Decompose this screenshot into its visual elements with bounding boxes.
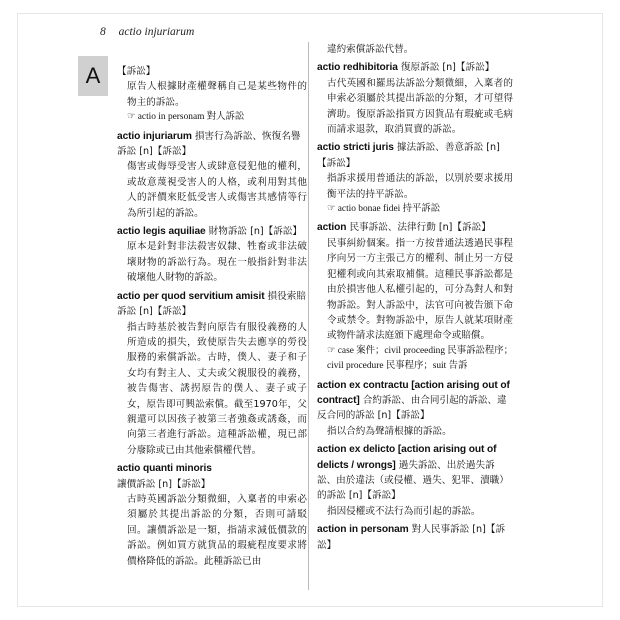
entry-gloss: 合約訴訟、由合同引起的訴訟、違反合同的訴訟 [n]【訴訟】 <box>317 394 507 422</box>
entry-definition: 指古時基於被告對向原告有服役義務的人所造成的損失，致使原告失去應享的勞役服務的索償訴訟。古時，僕人、妻子和子女均有對主人、丈夫或父親服役的義務，被告傷害、誘拐原告的僕人、妻子或子女，原告即可興訟索償。截至1970年，父親還可以因孩子被第三者強姦或誘姦，而向第三者進行訴訟。這種訴訟權，現已部分廢除或已由其他索償權代替。 <box>127 321 307 456</box>
dictionary-entry <box>117 64 307 126</box>
dictionary-entry <box>317 220 513 374</box>
running-head-term: actio injuriarum <box>118 26 195 38</box>
dictionary-entry <box>117 461 307 569</box>
left-column <box>117 64 307 572</box>
dictionary-entry <box>117 224 307 286</box>
page-number: 8 <box>100 26 106 38</box>
entry-definition: 原告人根據財產權聲稱自己是某些物件的物主的訴訟。 <box>127 81 307 108</box>
entry-gloss: 對人民事訴訟 [n]【訴訟】 <box>317 524 506 551</box>
entry-headword: action <box>317 222 347 234</box>
entry-gloss: 【訴訟】 <box>117 66 156 77</box>
dictionary-entry <box>317 42 513 57</box>
see-also-reference: ☞ case 案件；civil proceeding 民事訴訟程序；civil procedure 民事程序；suit 告訴 <box>327 345 513 372</box>
entry-headword: actio legis aquiliae <box>117 226 206 238</box>
right-column <box>317 42 513 556</box>
entry-gloss: 據法訴訟、善意訴訟 [n]【訴訟】 <box>317 142 500 169</box>
dictionary-entry <box>317 60 513 137</box>
entry-headword: actio quanti minoris <box>117 463 212 475</box>
entry-headword: action ex delicto [action arising out of delicts / wrongs] <box>317 444 497 471</box>
entry-definition: 指以合約為聲請根據的訴訟。 <box>327 425 452 437</box>
dictionary-entry <box>117 289 307 458</box>
column-divider <box>308 42 309 590</box>
entry-gloss: 民事訴訟、法律行動 [n]【訴訟】 <box>349 222 491 234</box>
entry-gloss: 損害行為訴訟、恢復名譽訴訟 [n]【訴訟】 <box>117 130 301 158</box>
entry-definition: 民事糾紛個案。指一方按普通法透過民事程序向另一方主張己方的權利、制止另一方侵犯權利或向其索取補償。這種民事訴訟都是由於損害他人私權引起的，可分為對人和對物訴訟。對人訴訟中，法官可向被告頒下命令或禁令。對物訴訟中，原告人就某項財產或物件請求法庭頒下處理命令或賠償。 <box>327 237 513 342</box>
dictionary-entry <box>317 140 513 217</box>
entry-headword: actio per quod servitium amisit <box>117 290 265 302</box>
entry-definition: 違約索償訴訟代替。 <box>327 44 414 55</box>
dictionary-entry <box>317 522 513 553</box>
running-header <box>100 26 194 38</box>
entry-definition: 傷害或侮辱受害人或肆意侵犯他的權利，或故意蔑視受害人的人格，或利用對其他人的評價來貶低受害人或傷害其感情等行為所引起的訴訟。 <box>127 161 307 219</box>
entry-definition: 古代英國和羅馬法訴訟分類微細，入稟者的申索必須屬於其提出訴訟的分類，才可望得濟助。復原訴訟指買方因貨品有瑕疵或毛病而請求退款，取消買賣的訴訟。 <box>327 77 513 136</box>
entry-definition: 指訴求援用普通法的訴訟，以別於要求援用衡平法的持平訴訟。 <box>327 173 513 200</box>
entry-definition: 原本是針對非法殺害奴隸、牲畜或非法破壞財物的訴訟行為。現在一般指針對非法破壞他人財物的訴訟。 <box>127 241 307 284</box>
entry-headword: actio stricti juris <box>317 142 394 154</box>
dictionary-entry <box>317 442 513 519</box>
dictionary-entry <box>117 129 307 221</box>
entry-headword: actio injuriarum <box>117 130 192 142</box>
entry-gloss: 讓價訴訟 [n]【訴訟】 <box>117 478 211 490</box>
see-also-reference: ☞ actio bonae fidei 持平訴訟 <box>327 204 441 215</box>
see-also-reference: ☞ actio in personam 對人訴訟 <box>127 112 245 123</box>
entry-gloss: 復原訴訟 [n]【訴訟】 <box>400 62 495 74</box>
entry-definition: 指因侵權或不法行為而引起的訴訟。 <box>327 505 481 517</box>
entry-definition: 古時英國訴訟分類微細，入稟者的申索必須屬於其提出訴訟的分類，否則可請駁回。讓價訴訟是一類，指請求減低價款的訴訟。例如買方就貨品的瑕疵程度要求將價格降低的訴訟。此種訴訟已由 <box>127 493 307 567</box>
dictionary-entry <box>317 378 513 440</box>
letter-thumb-tab: A <box>78 56 108 96</box>
entry-gloss: 財物訴訟 [n]【訴訟】 <box>208 226 303 238</box>
entry-gloss: 過失訴訟、出於過失訴訟、由於違法（或侵權、過失、犯罪、瀆職）的訴訟 [n]【訴訟】 <box>317 459 509 502</box>
entry-headword: actio redhibitoria <box>317 62 398 74</box>
entry-gloss: 損役索賠訴訟 [n]【訴訟】 <box>117 290 306 318</box>
entry-headword: action ex contractu [action arising out of contract] <box>317 379 510 406</box>
dictionary-page <box>18 14 602 606</box>
entry-headword: action in personam <box>317 524 409 536</box>
